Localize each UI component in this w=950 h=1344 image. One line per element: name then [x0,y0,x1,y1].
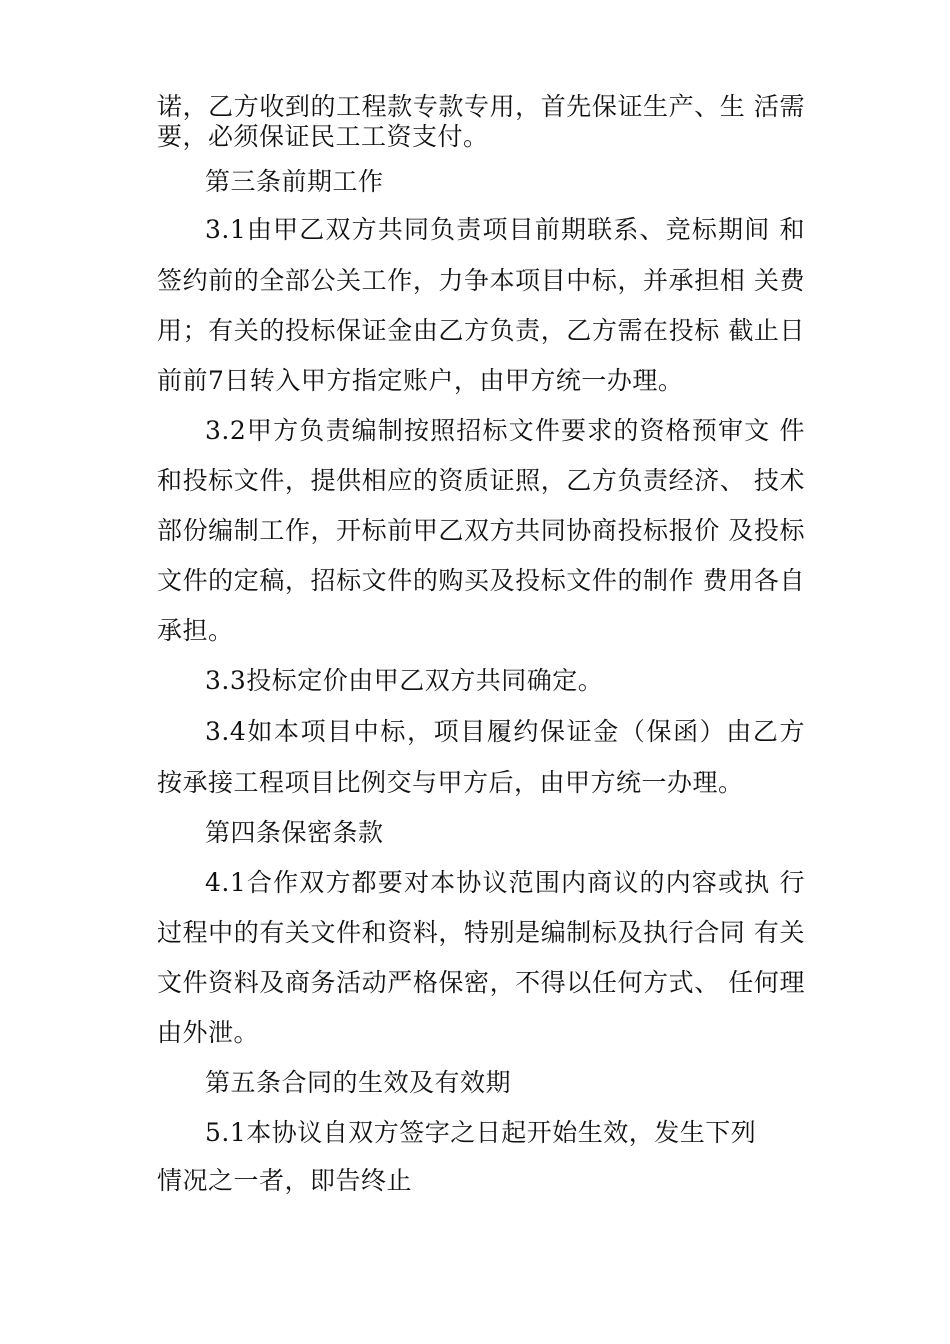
text-line: 文件资料及商务活动严格保密，不得以任何方式、 任何理 [157,968,805,997]
text-line: 用；有关的投标保证金由乙方负责，乙方需在投标 截止日 [157,316,805,345]
section-heading: 第五条合同的生效及有效期 [205,1068,512,1097]
text-line: 签约前的全部公关工作，力争本项目中标，并承担相 关费 [157,266,805,295]
text-line: 由外泄。 [157,1018,260,1047]
text-line: 按承接工程项目比例交与甲方后，由甲方统一办理。 [157,768,744,797]
text-line: 情况之一者，即告终止 [157,1166,413,1195]
text-line: 前前7日转入甲方指定账户，由甲方统一办理。 [157,366,684,395]
text-line: 诺，乙方收到的工程款专款专用，首先保证生产、生 活需 [157,92,805,121]
text-line: 3.4如本项目中标，项目履约保证金（保函）由乙方 [205,717,805,746]
text-line: 部份编制工作，开标前甲乙双方共同协商投标报价 及投标 [157,516,805,545]
text-line: 3.2甲方负责编制按照招标文件要求的资格预审文 件 [205,416,805,445]
text-line: 4.1合作双方都要对本协议范围内商议的内容或执 行 [205,868,805,897]
text-line: 要，必须保证民工工资支付。 [157,122,489,151]
text-line: 承担。 [157,616,234,645]
text-line: 5.1本协议自双方签字之日起开始生效，发生下列 [205,1118,757,1147]
text-line: 和投标文件，提供相应的资质证照，乙方负责经济、 技术 [157,466,805,495]
text-line: 3.1由甲乙双方共同负责项目前期联系、竞标期间 和 [205,215,805,244]
text-line: 文件的定稿，招标文件的购买及投标文件的制作 费用各自 [157,566,805,595]
section-heading: 第三条前期工作 [205,167,384,196]
text-line: 3.3投标定价由甲乙双方共同确定。 [205,666,604,695]
text-line: 过程中的有关文件和资料，特别是编制标及执行合同 有关 [157,918,805,947]
section-heading: 第四条保密条款 [205,818,384,847]
